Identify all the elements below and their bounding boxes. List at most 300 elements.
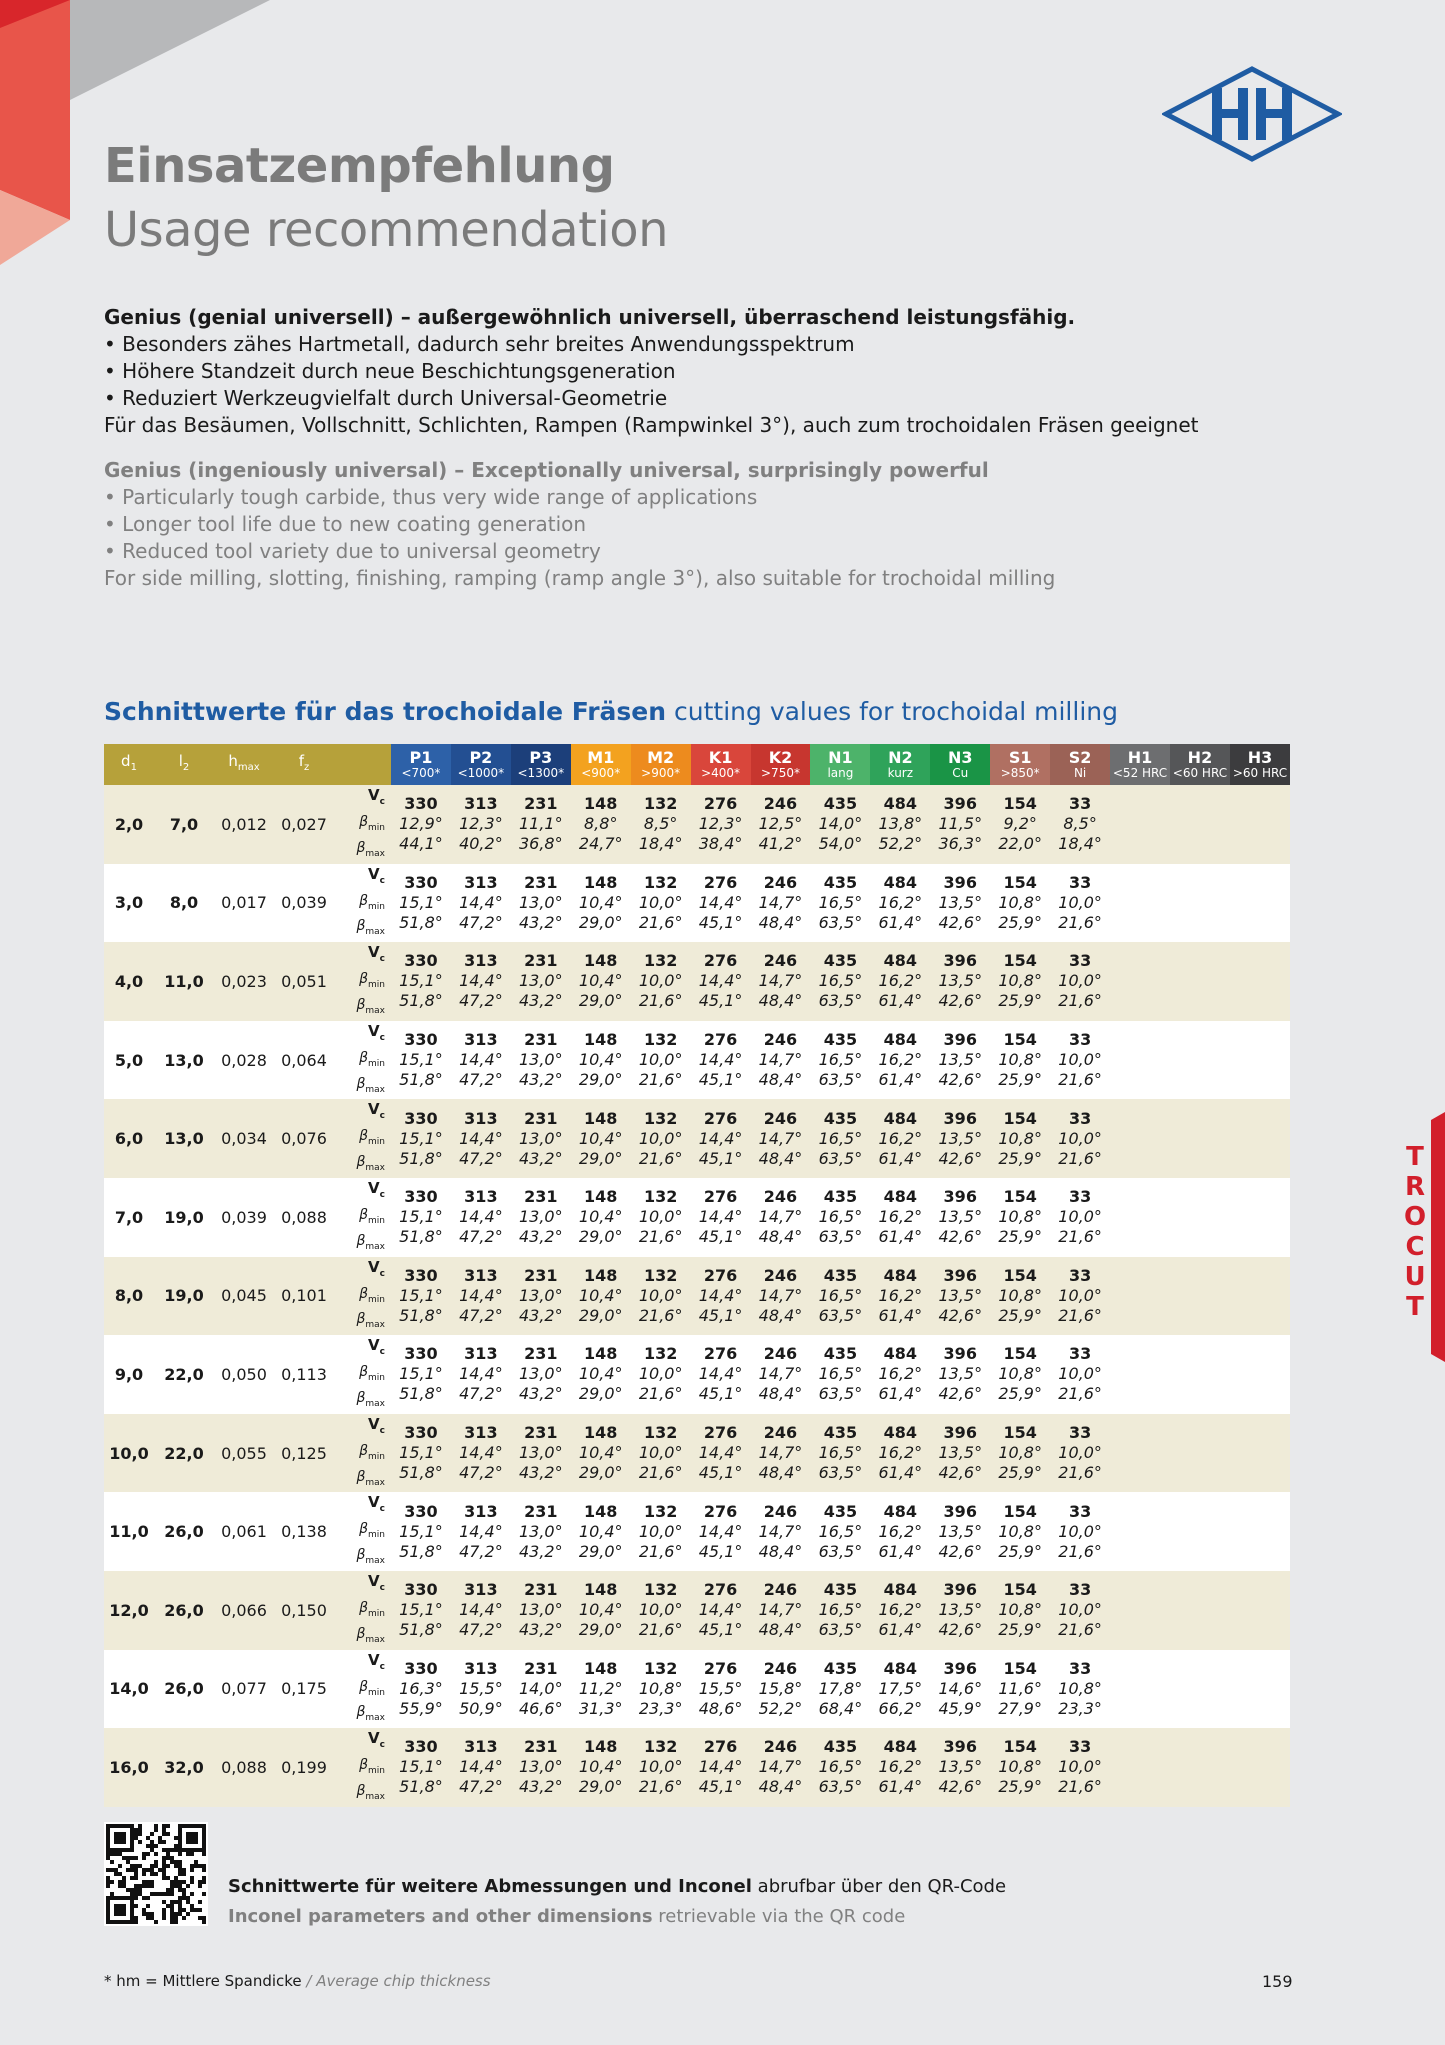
cell-d1: 9,0: [104, 1335, 154, 1414]
intro-bullet-en: • Particularly tough carbide, thus very wide range of applications: [104, 484, 1344, 511]
value-bmin: 14,4°: [698, 1521, 743, 1541]
label-vc-sub: c: [379, 1504, 385, 1515]
value-bmax: 43,2°: [518, 1148, 563, 1168]
value-vc: 33: [1068, 1580, 1092, 1600]
value-bmax: 29,0°: [578, 1384, 623, 1404]
value-vc: 313: [464, 1108, 498, 1128]
value-bmax: 48,6°: [698, 1698, 743, 1718]
label-vc: [334, 1414, 385, 1441]
label-bmin-sub: min: [368, 822, 385, 833]
value-bmin: 13,5°: [938, 1600, 983, 1620]
value-vc: 330: [404, 951, 438, 971]
value-bmax: 47,2°: [459, 1777, 503, 1797]
value-bmax: 41,2°: [758, 834, 803, 854]
cell-values: [1050, 942, 1110, 1021]
cell-values: [990, 1650, 1050, 1729]
value-bmax: 63,5°: [818, 1541, 863, 1561]
value-vc: 33: [1068, 1108, 1092, 1128]
cell-row-labels: [334, 785, 391, 864]
value-bmin: 15,5°: [698, 1678, 743, 1698]
cell-d1: 6,0: [104, 1099, 154, 1178]
cell-values: [751, 1571, 811, 1650]
header-material: [810, 744, 870, 785]
qr-caption-en: [228, 1902, 1006, 1932]
cell-hmax: 0,061: [214, 1492, 274, 1571]
cell-empty: [1170, 1257, 1230, 1336]
header-dim-sub: 2: [182, 762, 190, 773]
cell-values: [930, 1099, 990, 1178]
cell-l2: 7,0: [154, 785, 214, 864]
header-material: [751, 744, 811, 785]
header-material: [1110, 744, 1170, 785]
label-bmax: [334, 838, 385, 864]
value-bmin: 15,1°: [399, 1207, 443, 1227]
value-bmin: 8,8°: [584, 814, 618, 834]
value-bmax: 43,2°: [518, 1463, 563, 1483]
cell-values: [691, 864, 751, 943]
cutting-values-table: [104, 744, 1290, 1807]
value-bmin: 11,5°: [938, 814, 983, 834]
cell-empty: [1110, 1178, 1170, 1257]
value-bmin: 15,1°: [399, 1364, 443, 1384]
cell-row-labels: [334, 1571, 391, 1650]
cell-values: [451, 1335, 511, 1414]
value-vc: 33: [1068, 1030, 1092, 1050]
cell-fz: 0,150: [274, 1571, 334, 1650]
cell-hmax: 0,023: [214, 942, 274, 1021]
cell-values: [810, 1728, 870, 1807]
cell-values: [751, 1257, 811, 1336]
cell-values: [511, 1335, 571, 1414]
value-bmax: 43,2°: [518, 1070, 563, 1090]
value-vc: 330: [404, 1658, 438, 1678]
value-bmin: 11,6°: [998, 1678, 1042, 1698]
section-title: [104, 697, 1118, 726]
value-vc: 148: [584, 1423, 618, 1443]
value-bmin: 9,2°: [1003, 814, 1037, 834]
value-bmin: 16,5°: [818, 1364, 863, 1384]
cell-values: [930, 1650, 990, 1729]
header-material: [870, 744, 930, 785]
label-bmin-sub: min: [368, 1451, 385, 1462]
intro-bullet-de: • Besonders zähes Hartmetall, dadurch sehr breites Anwendungsspektrum: [104, 331, 1344, 358]
cell-values: [691, 1414, 751, 1493]
value-bmax: 42,6°: [938, 1463, 983, 1483]
value-bmin: 13,5°: [938, 1207, 983, 1227]
value-bmin: 14,4°: [459, 1128, 503, 1148]
material-code: H1: [1127, 748, 1153, 767]
value-vc: 33: [1068, 1501, 1092, 1521]
label-bmax-main: β: [356, 1468, 366, 1485]
label-vc: [334, 942, 385, 969]
value-bmax: 48,4°: [758, 991, 803, 1011]
value-bmax: 38,4°: [698, 834, 743, 854]
value-vc: 330: [404, 1423, 438, 1443]
cell-values: [691, 1021, 751, 1100]
table-row: [104, 1414, 1290, 1493]
cell-values: [391, 1650, 451, 1729]
value-bmax: 61,4°: [878, 1777, 923, 1797]
intro-block: [104, 304, 1344, 592]
header-dim-sub: z: [304, 762, 310, 773]
value-bmax: 51,8°: [399, 1305, 443, 1325]
cell-values: [391, 1335, 451, 1414]
cell-empty: [1110, 1099, 1170, 1178]
value-vc: 132: [643, 951, 678, 971]
label-bmin: [334, 1677, 385, 1703]
label-bmin-main: β: [359, 1128, 369, 1145]
value-bmax: 21,6°: [1058, 1148, 1102, 1168]
value-bmax: 48,4°: [758, 1227, 803, 1247]
value-bmin: 16,2°: [878, 1285, 923, 1305]
cell-d1: 8,0: [104, 1257, 154, 1336]
label-bmax-main: β: [356, 1547, 366, 1564]
cell-values: [451, 1492, 511, 1571]
value-bmax: 47,2°: [459, 1463, 503, 1483]
value-bmax: 48,4°: [758, 1541, 803, 1561]
header-dim-main: f: [298, 752, 305, 770]
cell-hmax: 0,028: [214, 1021, 274, 1100]
value-bmin: 16,5°: [818, 1207, 863, 1227]
value-vc: 231: [524, 1265, 558, 1285]
cell-values: [1050, 1728, 1110, 1807]
cell-empty: [1230, 1414, 1290, 1493]
cell-values: [451, 1571, 511, 1650]
cell-values: [511, 1728, 571, 1807]
label-vc-sub: c: [379, 1347, 385, 1358]
cell-values: [451, 785, 511, 864]
cell-values: [930, 785, 990, 864]
value-bmax: 21,6°: [1058, 1620, 1102, 1640]
value-vc: 154: [1003, 1501, 1037, 1521]
value-vc: 246: [763, 1501, 798, 1521]
value-vc: 313: [464, 951, 498, 971]
cell-hmax: 0,039: [214, 1178, 274, 1257]
value-bmax: 46,6°: [518, 1698, 563, 1718]
material-code: S2: [1068, 748, 1092, 767]
cell-values: [810, 1571, 870, 1650]
label-bmax-sub: max: [365, 1713, 385, 1724]
cell-values: [870, 1099, 930, 1178]
cell-values: [1050, 1650, 1110, 1729]
value-bmin: 16,2°: [878, 1521, 923, 1541]
label-bmin: [334, 1126, 385, 1152]
value-vc: 435: [823, 1501, 858, 1521]
qr-caption-de-rest: abrufbar über den QR-Code: [757, 1876, 1007, 1897]
cell-empty: [1170, 942, 1230, 1021]
label-bmax: [334, 916, 385, 942]
value-bmax: 63,5°: [818, 1777, 863, 1797]
value-bmax: 29,0°: [578, 1541, 623, 1561]
value-vc: 276: [703, 1737, 738, 1757]
cell-values: [751, 1178, 811, 1257]
value-bmax: 21,6°: [1058, 1227, 1102, 1247]
intro-bullets-de: [104, 331, 1344, 412]
cell-empty: [1110, 1257, 1170, 1336]
header-dim-main: h: [228, 752, 238, 770]
cell-values: [990, 1571, 1050, 1650]
cell-empty: [1230, 1099, 1290, 1178]
cell-d1: 14,0: [104, 1650, 154, 1729]
value-bmax: 42,6°: [938, 1384, 983, 1404]
cell-empty: [1230, 1492, 1290, 1571]
value-bmax: 29,0°: [578, 991, 623, 1011]
cell-values: [391, 942, 451, 1021]
value-bmax: 29,0°: [578, 1070, 623, 1090]
value-bmin: 14,4°: [459, 1050, 503, 1070]
hh-logo: [1162, 66, 1342, 162]
cell-values: [451, 1257, 511, 1336]
value-bmin: 16,5°: [818, 1285, 863, 1305]
cell-d1: 11,0: [104, 1492, 154, 1571]
value-bmax: 61,4°: [878, 912, 923, 932]
qr-caption: [228, 1872, 1006, 1932]
cell-values: [930, 864, 990, 943]
value-bmin: 13,0°: [518, 892, 563, 912]
cell-values: [451, 1414, 511, 1493]
label-bmin: [334, 969, 385, 995]
label-bmin-sub: min: [368, 1372, 385, 1383]
value-vc: 276: [703, 1030, 738, 1050]
label-bmax-sub: max: [365, 848, 385, 859]
value-bmin: 14,4°: [459, 1207, 503, 1227]
value-bmax: 42,6°: [938, 1305, 983, 1325]
value-bmax: 63,5°: [818, 1463, 863, 1483]
cell-values: [691, 1178, 751, 1257]
value-bmax: 43,2°: [518, 991, 563, 1011]
value-bmax: 54,0°: [818, 834, 863, 854]
value-bmax: 45,1°: [698, 1620, 743, 1640]
cell-values: [631, 1492, 691, 1571]
cell-values: [511, 1257, 571, 1336]
cell-values: [391, 1099, 451, 1178]
value-bmin: 13,5°: [938, 971, 983, 991]
value-bmin: 10,0°: [638, 1521, 683, 1541]
value-vc: 246: [763, 1737, 798, 1757]
value-bmax: 45,9°: [938, 1698, 983, 1718]
side-tab-letter: R: [1404, 1172, 1426, 1202]
value-bmin: 10,0°: [1058, 892, 1102, 912]
label-bmax-main: β: [356, 918, 366, 935]
value-bmax: 61,4°: [878, 1227, 923, 1247]
value-bmin: 10,0°: [638, 1443, 683, 1463]
label-bmax: [334, 1545, 385, 1571]
value-bmin: 14,7°: [758, 1207, 803, 1227]
value-bmin: 10,8°: [638, 1678, 683, 1698]
value-vc: 148: [584, 872, 618, 892]
value-bmin: 16,2°: [878, 1050, 923, 1070]
value-vc: 396: [943, 872, 977, 892]
value-vc: 231: [524, 1344, 558, 1364]
material-subtitle: <700*: [401, 766, 441, 780]
intro-heading-en: Genius (ingeniously universal) – Exceptionally universal, surprisingly powerful: [104, 458, 989, 482]
value-bmin: 10,4°: [578, 1443, 623, 1463]
qr-code: [104, 1822, 208, 1926]
cell-l2: 13,0: [154, 1021, 214, 1100]
cell-values: [571, 942, 631, 1021]
value-vc: 484: [883, 951, 918, 971]
label-bmin-sub: min: [368, 1765, 385, 1776]
value-bmax: 63,5°: [818, 991, 863, 1011]
value-bmin: 10,4°: [578, 1207, 623, 1227]
value-bmin: 15,1°: [399, 1600, 443, 1620]
value-bmax: 25,9°: [998, 991, 1042, 1011]
cell-values: [870, 1650, 930, 1729]
cell-values: [511, 1021, 571, 1100]
cell-values: [751, 785, 811, 864]
label-bmin-main: β: [359, 1206, 369, 1223]
label-bmin-main: β: [359, 1678, 369, 1695]
cell-values: [511, 1571, 571, 1650]
intro-bullet-en: • Longer tool life due to new coating generation: [104, 511, 1344, 538]
value-vc: 148: [584, 1344, 618, 1364]
value-vc: 231: [524, 1737, 558, 1757]
value-bmin: 10,0°: [1058, 1600, 1102, 1620]
material-subtitle: kurz: [887, 766, 914, 780]
value-vc: 154: [1003, 951, 1037, 971]
cell-values: [990, 1257, 1050, 1336]
label-bmax: [334, 995, 385, 1021]
table-row: [104, 1571, 1290, 1650]
value-vc: 148: [584, 1108, 618, 1128]
cell-values: [810, 864, 870, 943]
label-bmin-main: β: [359, 971, 369, 988]
cell-row-labels: [334, 1178, 391, 1257]
material-code: M1: [587, 748, 615, 767]
cell-values: [511, 1650, 571, 1729]
value-bmax: 29,0°: [578, 1777, 623, 1797]
intro-suitability-de: Für das Besäumen, Vollschnitt, Schlichten, Rampen (Rampwinkel 3°), auch zum trochoidalen Fräsen geeignet: [104, 413, 1199, 437]
cell-l2: 26,0: [154, 1571, 214, 1650]
value-vc: 132: [643, 1265, 678, 1285]
value-vc: 33: [1068, 1265, 1092, 1285]
cell-empty: [1170, 864, 1230, 943]
value-bmax: 21,6°: [638, 1148, 683, 1168]
value-bmax: 47,2°: [459, 1620, 503, 1640]
label-bmin-sub: min: [368, 1137, 385, 1148]
cell-values: [1050, 1257, 1110, 1336]
value-vc: 484: [883, 1423, 918, 1443]
value-bmin: 14,7°: [758, 1757, 803, 1777]
value-vc: 435: [823, 1423, 858, 1443]
cell-values: [691, 1492, 751, 1571]
cell-fz: 0,027: [274, 785, 334, 864]
value-vc: 148: [584, 1187, 618, 1207]
cell-values: [810, 1335, 870, 1414]
value-vc: 231: [524, 1501, 558, 1521]
cell-values: [751, 1021, 811, 1100]
value-vc: 33: [1068, 872, 1092, 892]
value-vc: 396: [943, 1580, 977, 1600]
value-bmin: 16,2°: [878, 1600, 923, 1620]
value-vc: 33: [1068, 794, 1092, 814]
value-bmax: 61,4°: [878, 1463, 923, 1483]
table-row: [104, 942, 1290, 1021]
cell-values: [930, 942, 990, 1021]
value-bmax: 61,4°: [878, 1070, 923, 1090]
value-bmax: 51,8°: [399, 1148, 443, 1168]
value-bmin: 13,0°: [518, 1443, 563, 1463]
cell-values: [631, 1650, 691, 1729]
cell-row-labels: [334, 1335, 391, 1414]
cell-empty: [1110, 1571, 1170, 1650]
value-bmax: 43,2°: [518, 1227, 563, 1247]
value-vc: 276: [703, 794, 738, 814]
intro-bullet-de: • Reduziert Werkzeugvielfalt durch Universal-Geometrie: [104, 385, 1344, 412]
value-bmin: 14,4°: [698, 1600, 743, 1620]
value-bmin: 14,4°: [459, 892, 503, 912]
value-bmin: 15,1°: [399, 1285, 443, 1305]
cell-fz: 0,199: [274, 1728, 334, 1807]
value-bmax: 51,8°: [399, 1227, 443, 1247]
value-bmin: 14,7°: [758, 1600, 803, 1620]
label-bmin: [334, 1441, 385, 1467]
cell-values: [751, 1728, 811, 1807]
cell-values: [631, 864, 691, 943]
value-vc: 246: [763, 794, 798, 814]
value-bmax: 45,1°: [698, 1777, 743, 1797]
value-bmax: 43,2°: [518, 1620, 563, 1640]
value-bmax: 21,6°: [638, 1305, 683, 1325]
cell-values: [990, 1099, 1050, 1178]
value-bmax: 21,6°: [1058, 912, 1102, 932]
value-bmax: 21,6°: [638, 1620, 683, 1640]
value-bmax: 47,2°: [459, 1541, 503, 1561]
side-tab-letter: U: [1404, 1262, 1426, 1292]
value-bmax: 45,1°: [698, 991, 743, 1011]
value-bmin: 10,0°: [1058, 1207, 1102, 1227]
label-bmin-main: β: [359, 1364, 369, 1381]
value-vc: 246: [763, 1030, 798, 1050]
value-bmax: 42,6°: [938, 912, 983, 932]
cell-values: [810, 1492, 870, 1571]
cell-empty: [1230, 785, 1290, 864]
value-bmin: 16,5°: [818, 1600, 863, 1620]
cell-values: [571, 1650, 631, 1729]
value-bmin: 10,0°: [1058, 1443, 1102, 1463]
value-bmin: 14,7°: [758, 1050, 803, 1070]
value-bmin: 14,4°: [698, 971, 743, 991]
label-vc-sub: c: [379, 1582, 385, 1593]
label-bmin-main: β: [359, 1442, 369, 1459]
value-bmin: 13,5°: [938, 1285, 983, 1305]
label-bmin: [334, 812, 385, 838]
value-bmin: 16,5°: [818, 971, 863, 991]
label-vc-main: V: [368, 1729, 380, 1748]
value-vc: 154: [1003, 1580, 1037, 1600]
value-bmax: 48,4°: [758, 1463, 803, 1483]
cell-values: [990, 1728, 1050, 1807]
cell-values: [511, 1414, 571, 1493]
cell-values: [990, 1414, 1050, 1493]
header-material: [1050, 744, 1110, 785]
value-bmax: 21,6°: [1058, 1777, 1102, 1797]
value-vc: 246: [763, 1265, 798, 1285]
value-bmin: 8,5°: [643, 814, 678, 834]
value-vc: 313: [464, 1187, 498, 1207]
cell-values: [1050, 1571, 1110, 1650]
value-bmax: 21,6°: [638, 991, 683, 1011]
cell-fz: 0,088: [274, 1178, 334, 1257]
value-vc: 276: [703, 1423, 738, 1443]
value-vc: 313: [464, 1265, 498, 1285]
value-vc: 484: [883, 1030, 918, 1050]
material-subtitle: <900*: [581, 766, 621, 780]
label-bmax-main: β: [356, 1625, 366, 1642]
cell-l2: 26,0: [154, 1492, 214, 1571]
cell-values: [990, 1492, 1050, 1571]
label-vc-sub: c: [379, 1268, 385, 1279]
